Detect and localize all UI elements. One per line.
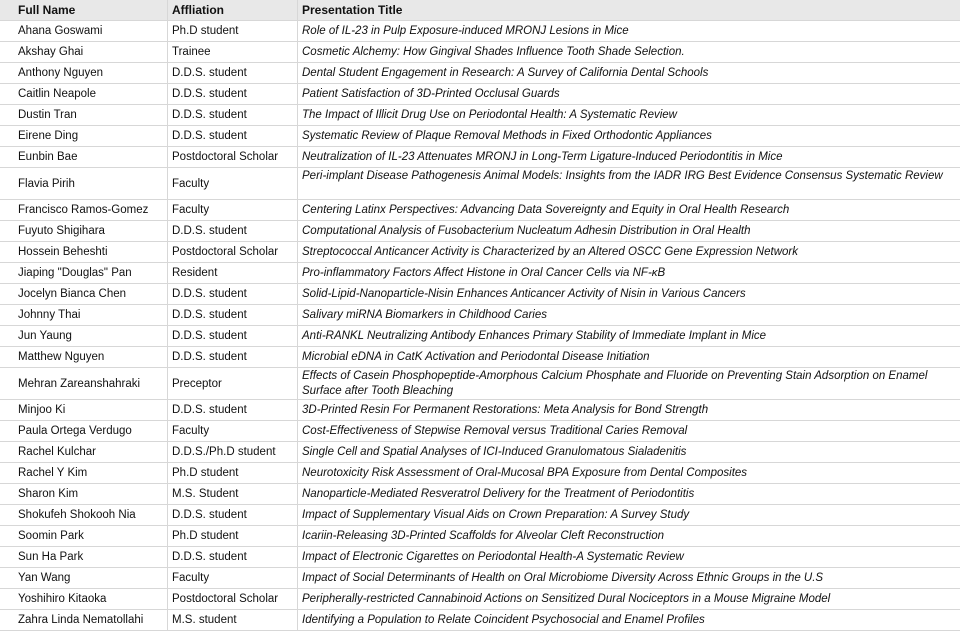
title-cell[interactable]: Patient Satisfaction of 3D-Printed Occlusal Guards — [302, 88, 560, 100]
affiliation-cell[interactable]: Faculty — [168, 568, 298, 588]
title-cell[interactable]: Dental Student Engagement in Research: A Survey of California Dental Schools — [302, 67, 709, 79]
table-row — [0, 21, 960, 42]
name-cell[interactable]: Eunbin Bae — [0, 147, 168, 167]
table-row — [0, 610, 960, 631]
affiliation-cell[interactable]: D.D.S. student — [168, 126, 298, 146]
title-cell[interactable]: Salivary miRNA Biomarkers in Childhood Caries — [302, 309, 547, 321]
table-row — [0, 526, 960, 547]
name-cell[interactable]: Minjoo Ki — [0, 400, 168, 420]
affiliation-cell[interactable]: D.D.S. student — [168, 84, 298, 104]
name-cell[interactable]: Rachel Kulchar — [0, 442, 168, 462]
name-cell[interactable]: Sharon Kim — [0, 484, 168, 504]
affiliation-cell[interactable]: Resident — [168, 263, 298, 283]
affiliation-cell[interactable]: D.D.S. student — [168, 400, 298, 420]
affiliation-cell[interactable]: D.D.S. student — [168, 105, 298, 125]
name-cell[interactable]: Jiaping "Douglas" Pan — [0, 263, 168, 283]
title-cell[interactable]: Streptococcal Anticancer Activity is Characterized by an Altered OSCC Gene Expression Network — [302, 246, 798, 258]
table-row — [0, 442, 960, 463]
affiliation-cell[interactable]: D.D.S. student — [168, 221, 298, 241]
table-row — [0, 568, 960, 589]
name-cell[interactable]: Caitlin Neapole — [0, 84, 168, 104]
affiliation-cell[interactable]: D.D.S. student — [168, 326, 298, 346]
table-row — [0, 305, 960, 326]
affiliation-cell[interactable]: M.S. student — [168, 610, 298, 630]
table-body — [0, 21, 960, 631]
affiliation-cell[interactable]: Trainee — [168, 42, 298, 62]
table-row — [0, 84, 960, 105]
table-row — [0, 63, 960, 84]
table-row — [0, 484, 960, 505]
table-row — [0, 263, 960, 284]
table-row — [0, 126, 960, 147]
table-row — [0, 242, 960, 263]
affiliation-cell[interactable]: Faculty — [168, 168, 298, 199]
name-cell[interactable]: Yan Wang — [0, 568, 168, 588]
name-cell[interactable]: Paula Ortega Verdugo — [0, 421, 168, 441]
name-cell[interactable]: Dustin Tran — [0, 105, 168, 125]
title-cell[interactable]: Microbial eDNA in CatK Activation and Periodontal Disease Initiation — [302, 351, 650, 363]
title-cell[interactable]: Centering Latinx Perspectives: Advancing Data Sovereignty and Equity in Oral Health Research — [302, 204, 790, 216]
title-cell[interactable]: Single Cell and Spatial Analyses of ICI-Induced Granulomatous Sialadenitis — [302, 446, 687, 458]
header-full-name[interactable]: Full Name — [0, 0, 168, 20]
title-cell[interactable]: Neutralization of IL-23 Attenuates MRONJ in Long-Term Ligature-Induced Periodontitis in Mice — [302, 151, 783, 163]
affiliation-cell[interactable]: Postdoctoral Scholar — [168, 147, 298, 167]
title-cell[interactable]: Computational Analysis of Fusobacterium Nucleatum Adhesin Distribution in Oral Health — [302, 225, 751, 237]
name-cell[interactable]: Johnny Thai — [0, 305, 168, 325]
header-row — [0, 0, 960, 21]
table-row — [0, 400, 960, 421]
header-presentation-title[interactable]: Presentation Title — [302, 3, 403, 17]
title-cell[interactable]: 3D-Printed Resin For Permanent Restorations: Meta Analysis for Bond Strength — [302, 404, 709, 416]
table-row — [0, 368, 960, 400]
title-cell[interactable]: Solid-Lipid-Nanoparticle-Nisin Enhances Anticancer Activity of Nisin in Various Cancers — [302, 288, 746, 300]
table-row — [0, 221, 960, 242]
affiliation-cell[interactable]: Preceptor — [168, 368, 298, 399]
table-row — [0, 105, 960, 126]
table-row — [0, 200, 960, 221]
name-cell[interactable]: Flavia Pirih — [0, 168, 168, 199]
title-cell[interactable]: Impact of Supplementary Visual Aids on Crown Preparation: A Survey Study — [302, 509, 690, 521]
title-cell[interactable]: Cosmetic Alchemy: How Gingival Shades Influence Tooth Shade Selection. — [302, 46, 685, 58]
affiliation-cell[interactable]: Faculty — [168, 200, 298, 220]
title-cell[interactable]: Peripherally-restricted Cannabinoid Actions on Sensitized Dural Nociceptors in a Mouse Migraine Model — [302, 593, 831, 605]
title-cell[interactable]: Systematic Review of Plaque Removal Methods in Fixed Orthodontic Appliances — [302, 130, 712, 142]
affiliation-cell[interactable]: D.D.S./Ph.D student — [168, 442, 298, 462]
name-cell[interactable]: Shokufeh Shokooh Nia — [0, 505, 168, 525]
table-row — [0, 547, 960, 568]
name-cell[interactable]: Soomin Park — [0, 526, 168, 546]
table-row — [0, 589, 960, 610]
table-row — [0, 347, 960, 368]
affiliation-cell[interactable]: M.S. Student — [168, 484, 298, 504]
title-cell[interactable]: Pro-inflammatory Factors Affect Histone in Oral Cancer Cells via NF-κB — [302, 267, 666, 279]
name-cell[interactable]: Ahana Goswami — [0, 21, 168, 41]
title-cell[interactable]: Impact of Electronic Cigarettes on Periodontal Health-A Systematic Review — [302, 551, 684, 563]
name-cell[interactable]: Hossein Beheshti — [0, 242, 168, 262]
table-row — [0, 284, 960, 305]
name-cell[interactable]: Francisco Ramos-Gomez — [0, 200, 168, 220]
title-cell[interactable]: Neurotoxicity Risk Assessment of Oral-Mucosal BPA Exposure from Dental Composites — [302, 467, 748, 479]
table-row — [0, 168, 960, 200]
affiliation-cell[interactable]: Postdoctoral Scholar — [168, 242, 298, 262]
affiliation-cell[interactable]: D.D.S. student — [168, 347, 298, 367]
name-cell[interactable]: Matthew Nguyen — [0, 347, 168, 367]
table-row — [0, 505, 960, 526]
name-cell[interactable]: Jun Yaung — [0, 326, 168, 346]
title-cell[interactable]: Effects of Casein Phosphopeptide-Amorphous Calcium Phosphate and Fluoride on Preventing Stain Adsorption on Enamel Surface after Tooth Bleaching — [302, 370, 928, 397]
name-cell[interactable]: Jocelyn Bianca Chen — [0, 284, 168, 304]
affiliation-cell[interactable]: D.D.S. student — [168, 547, 298, 567]
name-cell[interactable]: Akshay Ghai — [0, 42, 168, 62]
name-cell[interactable]: Mehran Zareanshahraki — [0, 368, 168, 399]
table-row — [0, 463, 960, 484]
affiliation-cell[interactable]: D.D.S. student — [168, 284, 298, 304]
title-cell[interactable]: Anti-RANKL Neutralizing Antibody Enhances Primary Stability of Immediate Implant in Mice — [302, 330, 767, 342]
title-cell[interactable]: The Impact of Illicit Drug Use on Periodontal Health: A Systematic Review — [302, 109, 677, 121]
table-row — [0, 326, 960, 347]
title-cell[interactable]: Identifying a Population to Relate Coincident Psychosocial and Enamel Profiles — [302, 614, 705, 626]
affiliation-cell[interactable]: Postdoctoral Scholar — [168, 589, 298, 609]
title-cell[interactable]: Icariin-Releasing 3D-Printed Scaffolds for Alveolar Cleft Reconstruction — [302, 530, 664, 542]
table-row — [0, 147, 960, 168]
affiliation-cell[interactable]: Faculty — [168, 421, 298, 441]
affiliation-cell[interactable]: D.D.S. student — [168, 63, 298, 83]
table-row — [0, 421, 960, 442]
title-cell[interactable]: Impact of Social Determinants of Health on Oral Microbiome Diversity Across Ethnic Groups in the U.S — [302, 572, 824, 584]
table-row — [0, 42, 960, 63]
name-cell[interactable]: Sun Ha Park — [0, 547, 168, 567]
affiliation-cell[interactable]: Ph.D student — [168, 463, 298, 483]
affiliation-cell[interactable]: Ph.D student — [168, 526, 298, 546]
name-cell[interactable]: Yoshihiro Kitaoka — [0, 589, 168, 609]
title-cell[interactable]: Peri-implant Disease Pathogenesis Animal Models: Insights from the IADR IRG Best Evidence Consensus Systematic Review — [302, 170, 943, 182]
affiliation-cell[interactable]: D.D.S. student — [168, 305, 298, 325]
name-cell[interactable]: Zahra Linda Nematollahi — [0, 610, 168, 630]
header-affiliation[interactable]: Affliation — [168, 0, 298, 20]
name-cell[interactable]: Eirene Ding — [0, 126, 168, 146]
affiliation-cell[interactable]: D.D.S. student — [168, 505, 298, 525]
title-cell[interactable]: Cost-Effectiveness of Stepwise Removal versus Traditional Caries Removal — [302, 425, 688, 437]
title-cell[interactable]: Nanoparticle-Mediated Resveratrol Delivery for the Treatment of Periodontitis — [302, 488, 695, 500]
name-cell[interactable]: Rachel Y Kim — [0, 463, 168, 483]
name-cell[interactable]: Fuyuto Shigihara — [0, 221, 168, 241]
name-cell[interactable]: Anthony Nguyen — [0, 63, 168, 83]
title-cell[interactable]: Role of IL-23 in Pulp Exposure-induced MRONJ Lesions in Mice — [302, 25, 629, 37]
affiliation-cell[interactable]: Ph.D student — [168, 21, 298, 41]
